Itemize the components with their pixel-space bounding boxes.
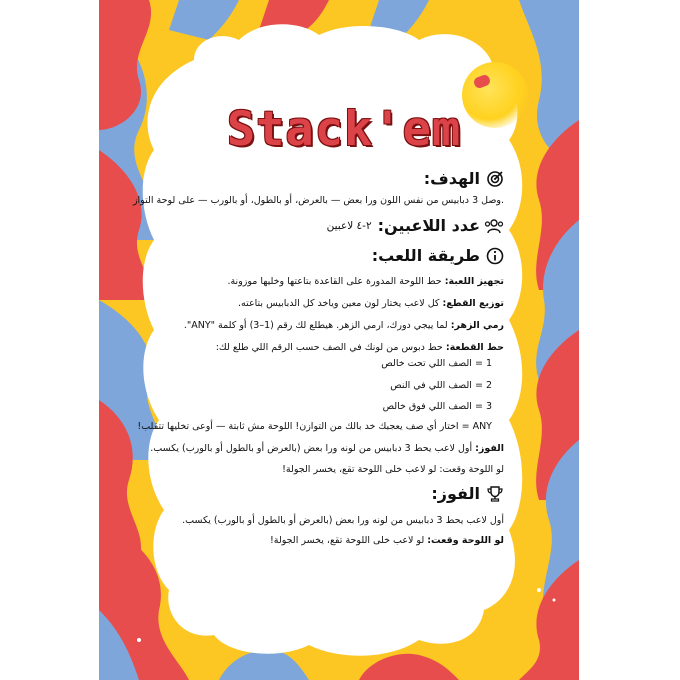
win-heading-row xyxy=(431,484,504,503)
howto-fall: لو اللوحة وقعت: لو لاعب خلى اللوحة تقع، يخسر الجولة! xyxy=(282,464,504,475)
option-3: 3 = الصف اللي فوق خالص xyxy=(382,401,492,412)
howto-win: الفوز: أول لاعب يحط 3 دبابيس من لونه ورا بعض (بالعرض أو بالطول أو بالورب) يكسب. xyxy=(150,443,504,454)
step-setup: تجهيز اللعبة: حط اللوحة المدورة على القاعدة بتاعتها وخليها موزونة. xyxy=(227,276,504,287)
rules-sheet xyxy=(99,0,579,680)
win-line-1: أول لاعب يحط 3 دبابيس من لونه ورا بعض (بالعرض أو بالطول أو بالورب) يكسب. xyxy=(182,515,504,526)
option-1: 1 = الصف اللي تحت خالص xyxy=(381,358,492,369)
trophy-icon xyxy=(486,485,504,503)
option-any: ANY = اختار أي صف يعجبك خد بالك من التوازن! اللوحة مش ثابتة — أوعى تخليها تتقلب! xyxy=(137,421,492,432)
people-icon xyxy=(486,217,504,235)
goal-text: .وصل 3 دبابيس من نفس اللون ورا بعض — بالعرض، أو بالطول، أو بالورب — على لوحة التواز xyxy=(132,195,504,206)
step-roll: رمي الزهر: لما ييجي دورك، ارمي الزهر. هيطلع لك رقم (1–3) أو كلمة "ANY". xyxy=(183,320,504,331)
win-heading: الفوز: xyxy=(431,484,480,503)
step-place: حط القطعة: حط دبوس من لونك في الصف حسب الرقم اللي طلع لك: xyxy=(215,342,504,353)
howto-heading: طريقة اللعب: xyxy=(371,246,480,265)
players-heading: عدد اللاعبين: xyxy=(377,216,480,235)
win-line-2: لو اللوحة وقعت: لو لاعب خلى اللوحة تقع، يخسر الجولة! xyxy=(269,535,504,546)
howto-heading-row xyxy=(372,246,504,265)
game-title: Stack'em xyxy=(226,102,462,157)
info-icon xyxy=(486,247,504,265)
players-heading-row xyxy=(327,216,504,235)
goal-heading-row xyxy=(424,169,504,188)
players-value: ٢-٤ لاعبين xyxy=(326,219,372,232)
option-2: 2 = الصف اللي في النص xyxy=(390,380,492,391)
step-distribute: توزيع القطع: كل لاعب يختار لون معين وياخد كل الدبابيس بتاعته. xyxy=(238,298,504,309)
goal-heading: الهدف: xyxy=(423,169,480,188)
target-icon xyxy=(486,170,504,188)
